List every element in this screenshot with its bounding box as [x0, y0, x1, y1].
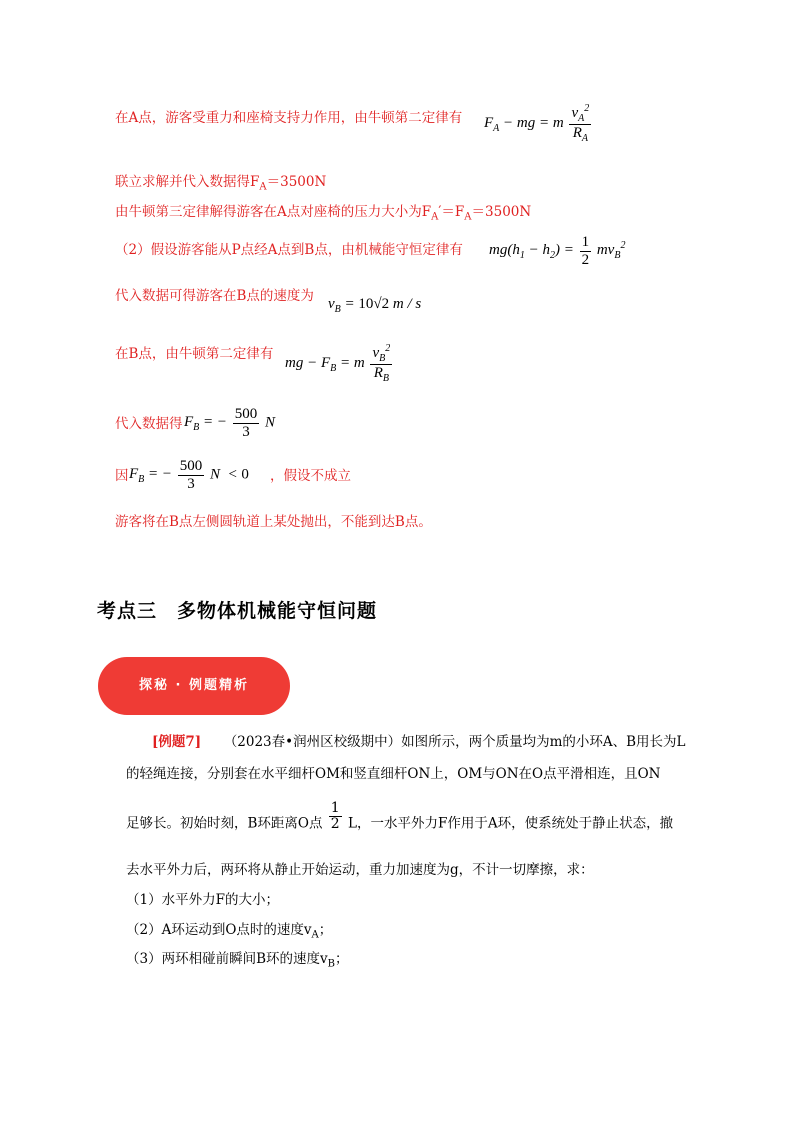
banner-label: 探秘 · 例题精析: [139, 678, 249, 693]
solution-line-6: 在B点，由牛顿第二定律有: [115, 346, 274, 362]
equation-newton-a: $F_A$ − mg = m $\frac{v_A^2}{R_A}$: [484, 103, 590, 144]
equation-inequality: $F_B$ = − $\frac{500}{3}$ N < 0: [129, 458, 249, 492]
example-banner: [98, 657, 290, 715]
solution-line-7: 代入数据得: [115, 416, 183, 432]
solution-line-3: 由牛顿第三定律解得游客在A点对座椅的压力大小为$F_A'=F_A=3500N$: [115, 204, 532, 223]
solution-line-9: 游客将在B点左侧圆轨道上某处抛出，不能到达B点。: [115, 514, 432, 530]
section-title: 考点三 多物体机械能守恒问题: [97, 600, 378, 622]
solution-line-4: （2）假设游客能从P点经A点到B点，由机械能守恒定律有: [115, 242, 463, 258]
solution-line-5: 代入数据可得游客在B点的速度为: [115, 288, 314, 304]
fraction-one-half: $\frac{1}{2}$: [330, 800, 340, 833]
question-2: （2）A环运动到O点时的速度$v_A$；: [126, 922, 333, 941]
example-paragraph-4: 去水平外力后，两环将从静止开始运动，重力加速度为g，不计一切摩擦，求：: [126, 862, 594, 878]
question-3: （3）两环相碰前瞬间B环的速度$v_B$；: [126, 951, 349, 970]
equation-force-b: $F_B$ = − $\frac{500}{3}$ N: [184, 406, 276, 440]
equation-velocity-b: $v_B = 10√2$ m / s: [328, 296, 422, 315]
solution-line-8-tail: ，假设不成立: [270, 468, 351, 484]
example-paragraph-2: 的轻绳连接，分别套在水平细杆OM和竖直细杆ON上，OM与ON在O点平滑相连，且ON: [126, 766, 661, 782]
example-paragraph-1: [例题7] （2023春•润州区校级期中）如图所示，两个质量均为m的小环A、B用长为L: [152, 734, 686, 750]
solution-line-1: 在A点，游客受重力和座椅支持力作用，由牛顿第二定律有: [115, 110, 463, 126]
example-label: [例题7]: [152, 734, 202, 750]
equation-energy: $mg(h_1 - h_2)$ = $\frac{1}{2}$ $mv_B^2$: [489, 234, 626, 268]
example-paragraph-3: 足够长。初始时刻，B环距离O点 $\frac{1}{2}$ L，一水平外力F作用于A环，使系统处于静止状态，撤: [126, 800, 674, 833]
solution-line-2: 联立求解并代入数据得$F_A=3500N$: [115, 174, 327, 193]
solution-line-8: 因: [115, 468, 129, 484]
question-1: （1）水平外力F的大小；: [126, 892, 279, 908]
equation-newton-b: mg − $F_B = m$ $\frac{v_B^2}{R_B}$: [285, 343, 391, 384]
